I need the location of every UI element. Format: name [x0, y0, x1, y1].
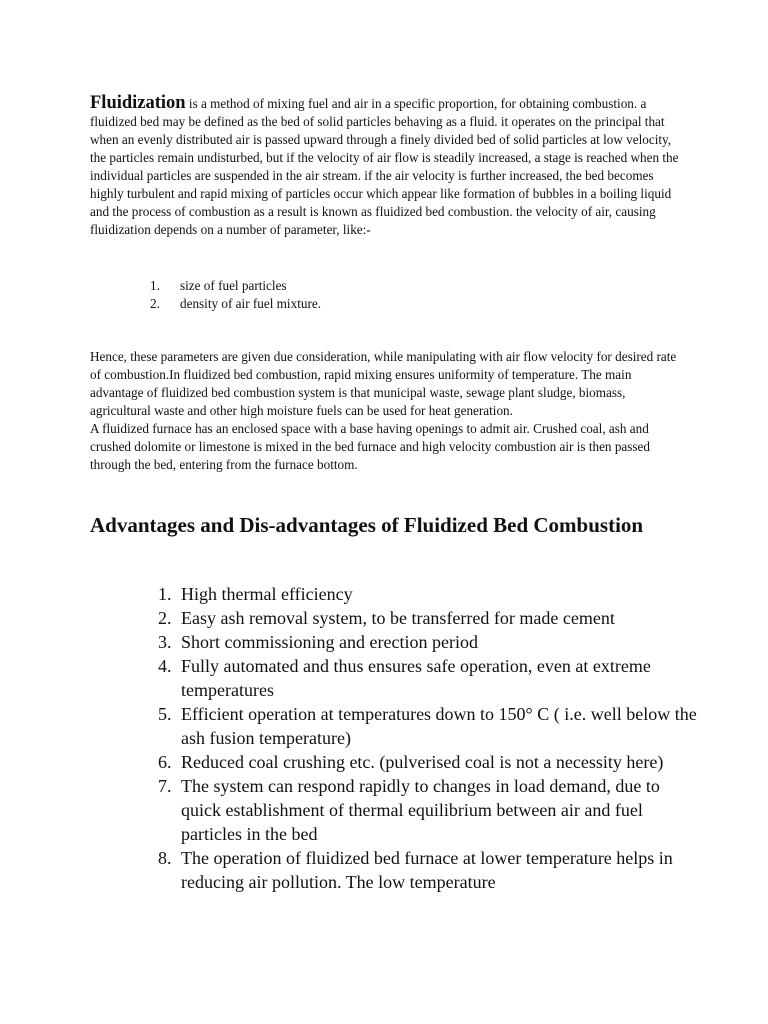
list-item	[150, 295, 650, 313]
list-item	[158, 774, 698, 846]
list-text: Reduced coal crushing etc. (pulverised coal is not a necessity here)	[181, 752, 664, 772]
list-number: 4.	[158, 656, 172, 676]
list-number: 2.	[158, 608, 172, 628]
paragraph-line: A fluidized furnace has an enclosed space with a base having openings to admit air. Crushed coal, ash and crushed dolomite or limestone is mixed in the bed furnace and high velocity combustion air is then passed through the bed, entering from the furnace bottom.	[90, 421, 650, 472]
paragraph-line: Hence, these parameters are given due consideration, while manipulating with air flow velocity for desired rate of combustion.In fluidized bed combustion, rapid mixing ensures uniformity of temperature. The main advantage of fluidized bed combustion system is that municipal waste, sewage plant sludge, biomass, agricultural waste and other high moisture fuels can be used for heat generation.	[90, 349, 677, 418]
list-item	[158, 630, 698, 654]
list-item	[158, 606, 698, 630]
list-number: 1.	[150, 278, 160, 293]
list-text: density of air fuel mixture.	[180, 296, 321, 311]
list-text: High thermal efficiency	[181, 584, 353, 604]
intro-text: is a method of mixing fuel and air in a specific proportion, for obtaining combustion. a fluidized bed may be defined as the bed of solid particles behaving as a fluid. it operates on the principal that when an evenly distributed air is passed upward through a finely divided bed of solid particles at low velocity, the particles remain undisturbed, but if the velocity of air flow is steadily increased, a stage is reached when the individual particles are suspended in the air stream. if the air velocity is further increased, the bed becomes highly turbulent and rapid mixing of particles occur which appear like formation of bubbles in a boiling liquid and the process of combustion as a result is known as fluidized bed combustion. the velocity of air, causing fluidization depends on a number of parameter, like:-	[90, 96, 679, 237]
list-text: Easy ash removal system, to be transferred for made cement	[181, 608, 615, 628]
list-item	[158, 846, 698, 894]
parameter-list	[150, 277, 650, 313]
list-number: 8.	[158, 848, 172, 868]
intro-paragraph	[90, 94, 680, 239]
list-number: 7.	[158, 776, 172, 796]
intro-term: Fluidization	[90, 93, 186, 113]
list-text: Efficient operation at temperatures down to 150° C ( i.e. well below the ash fusion temperature)	[181, 704, 697, 748]
list-item	[158, 702, 698, 750]
list-text: size of fuel particles	[180, 278, 287, 293]
list-item	[158, 750, 698, 774]
list-text: Fully automated and thus ensures safe operation, even at extreme temperatures	[181, 656, 651, 700]
list-number: 6.	[158, 752, 172, 772]
list-number: 5.	[158, 704, 172, 724]
list-text: The operation of fluidized bed furnace at lower temperature helps in reducing air pollution. The low temperature	[181, 848, 673, 892]
list-number: 3.	[158, 632, 172, 652]
list-item	[150, 277, 650, 295]
advantages-list	[158, 582, 698, 894]
list-number: 2.	[150, 296, 160, 311]
body-paragraph	[90, 348, 680, 474]
list-item	[158, 654, 698, 702]
list-item	[158, 582, 698, 606]
list-text: Short commissioning and erection period	[181, 632, 478, 652]
list-number: 1.	[158, 584, 172, 604]
section-heading: Advantages and Dis-advantages of Fluidized Bed Combustion	[90, 513, 644, 537]
list-text: The system can respond rapidly to changes in load demand, due to quick establishment of thermal equilibrium between air and fuel particles in the bed	[181, 776, 660, 844]
